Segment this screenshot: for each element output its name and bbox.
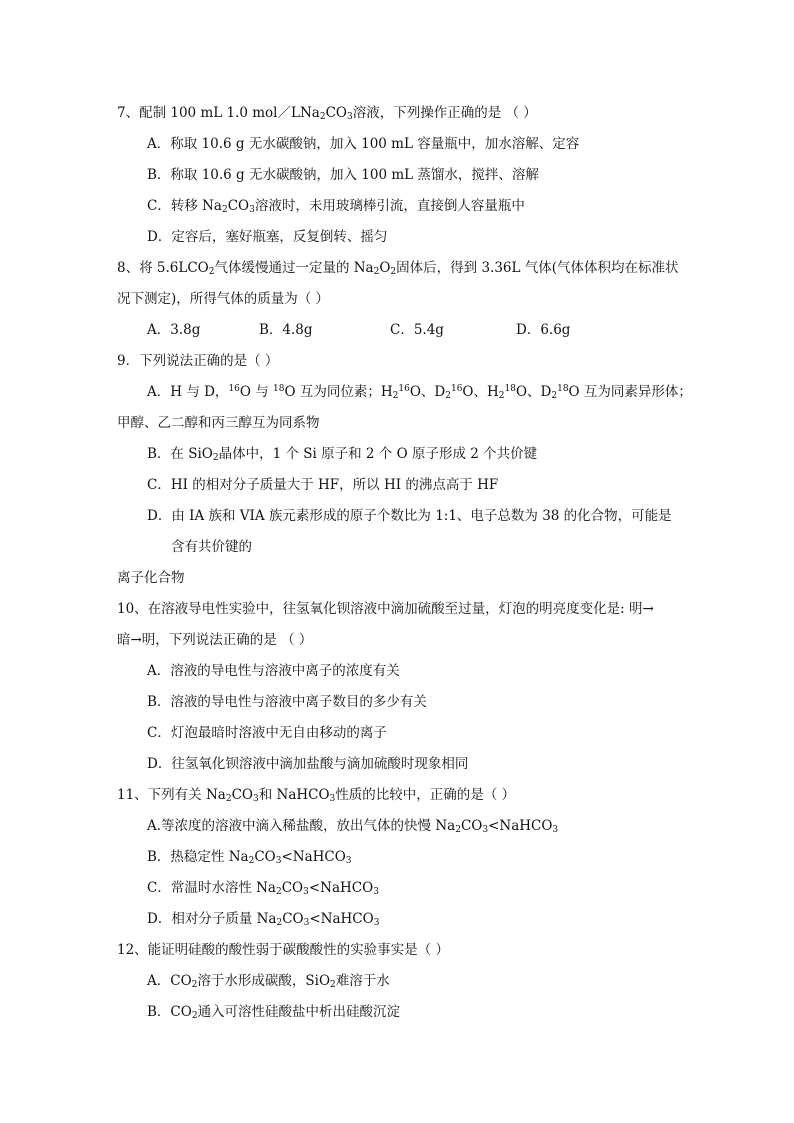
q8-option-c: C．5.4g (390, 322, 444, 338)
q7-option-c: C．转移 $Na_2CO_3$溶液时，未用玻璃棒引流，直接倒人容量瓶中 (147, 198, 525, 215)
q9-option-b: B．在 SiO$_2$晶体中，1 个 Si 原子和 2 个 O 原子形成 2 个共价键 (147, 446, 538, 463)
q7-stem: 7、配制 100 mL 1.0 $mol/LNa_2CO_3$溶液，下列操作正确的是 （ ） (117, 105, 537, 122)
q7-option-d: D．定容后，塞好瓶塞，反复倒转、摇匀 (147, 229, 388, 245)
q12-stem: 12、能证明硅酸的酸性弱于碳酸酸性的实验事实是（ ） (117, 942, 449, 958)
q10-option-c: C．灯泡最暗时溶液中无自由移动的离子 (147, 725, 387, 741)
q11-option-c: C．常温时水溶性 $Na_2CO_3<NaHCO_3$ (147, 880, 379, 897)
q7-option-a: A．称取 10.6 g 无水碳酸钠，加入 100 mL 容量瓶中，加水溶解、定容 (147, 136, 580, 152)
q11-option-a: A.等浓度的溶液中滴入稀盐酸，放出气体的快慢 $Na_2CO_3<NaHCO_3$ (147, 818, 559, 835)
q10-option-d: D．往氢氧化钡溶液中滴加盐酸与滴加硫酸时现象相同 (147, 756, 469, 772)
q9-option-d-line3: 离子化合物 (117, 570, 185, 586)
q10-stem-line1: 10、在溶液导电性实验中，往氢氧化钡溶液中滴加硫酸至过量，灯泡的明亮度变化是: 明→ (117, 601, 654, 617)
q9-option-a-line2: 甲醇、乙二醇和丙三醇互为同系物 (117, 415, 320, 431)
q8-stem-line2: 况下测定)，所得气体的质量为（ ） (117, 291, 330, 307)
q7-option-b: B．称取 10.6 g 无水碳酸钠，加入 100 mL 蒸馏水，搅拌、溶解 (147, 167, 539, 183)
q11-option-d: D．相对分子质量 $Na_2CO_3<NaHCO_3$ (147, 911, 380, 928)
q8-option-a: A．3.8g (147, 322, 201, 338)
q10-option-a: A．溶液的导电性与溶液中离子的浓度有关 (147, 663, 400, 679)
q8-option-d: D．6.6g (516, 322, 571, 338)
q10-option-b: B．溶液的导电性与溶液中离子数目的多少有关 (147, 694, 427, 710)
q11-option-b: B．热稳定性 $Na_2CO_3<NaHCO_3$ (147, 849, 352, 866)
q8-stem-line1: 8、将 $5.6LCO_2$气体缓慢通过一定量的 $Na_2O_2$固体后，得到 3.36L 气体(气体体积均在标准状 (117, 260, 679, 277)
q9-option-d-line1: D．由 IA 族和 VIA 族元素形成的原子个数比为 1:1、电子总数为 38 的化合物，可能是 (147, 508, 672, 524)
q9-option-d-line2: 含有共价键的 (171, 539, 252, 555)
q9-option-c: C．HI 的相对分子质量大于 HF，所以 HI 的沸点高于 HF (147, 477, 499, 493)
q9-stem: 9．下列说法正确的是（ ） (117, 353, 279, 369)
q9-option-a-line1: A．H 与 D，$^{16}$O 与 $^{18}$O 互为同位素；$H_2^{16}O$、$D_2^{16}O$、$H_2^{18}O$、$D_2^{18}O$ 互为同素异形体； (147, 384, 692, 401)
q8-option-b: B．4.8g (259, 322, 313, 338)
q12-option-a: A．$CO_2$溶于水形成碳酸，SiO$_2$难溶于水 (147, 973, 390, 990)
q12-option-b: B．$CO_2$通入可溶性硅酸盐中析出硅酸沉淀 (147, 1004, 401, 1021)
q11-stem: 11、下列有关 $Na_2CO_3$和 NaHCO$_3$性质的比较中，正确的是（ ） (117, 787, 516, 804)
q10-stem-line2: 暗→明，下列说法正确的是 （ ） (117, 632, 313, 648)
